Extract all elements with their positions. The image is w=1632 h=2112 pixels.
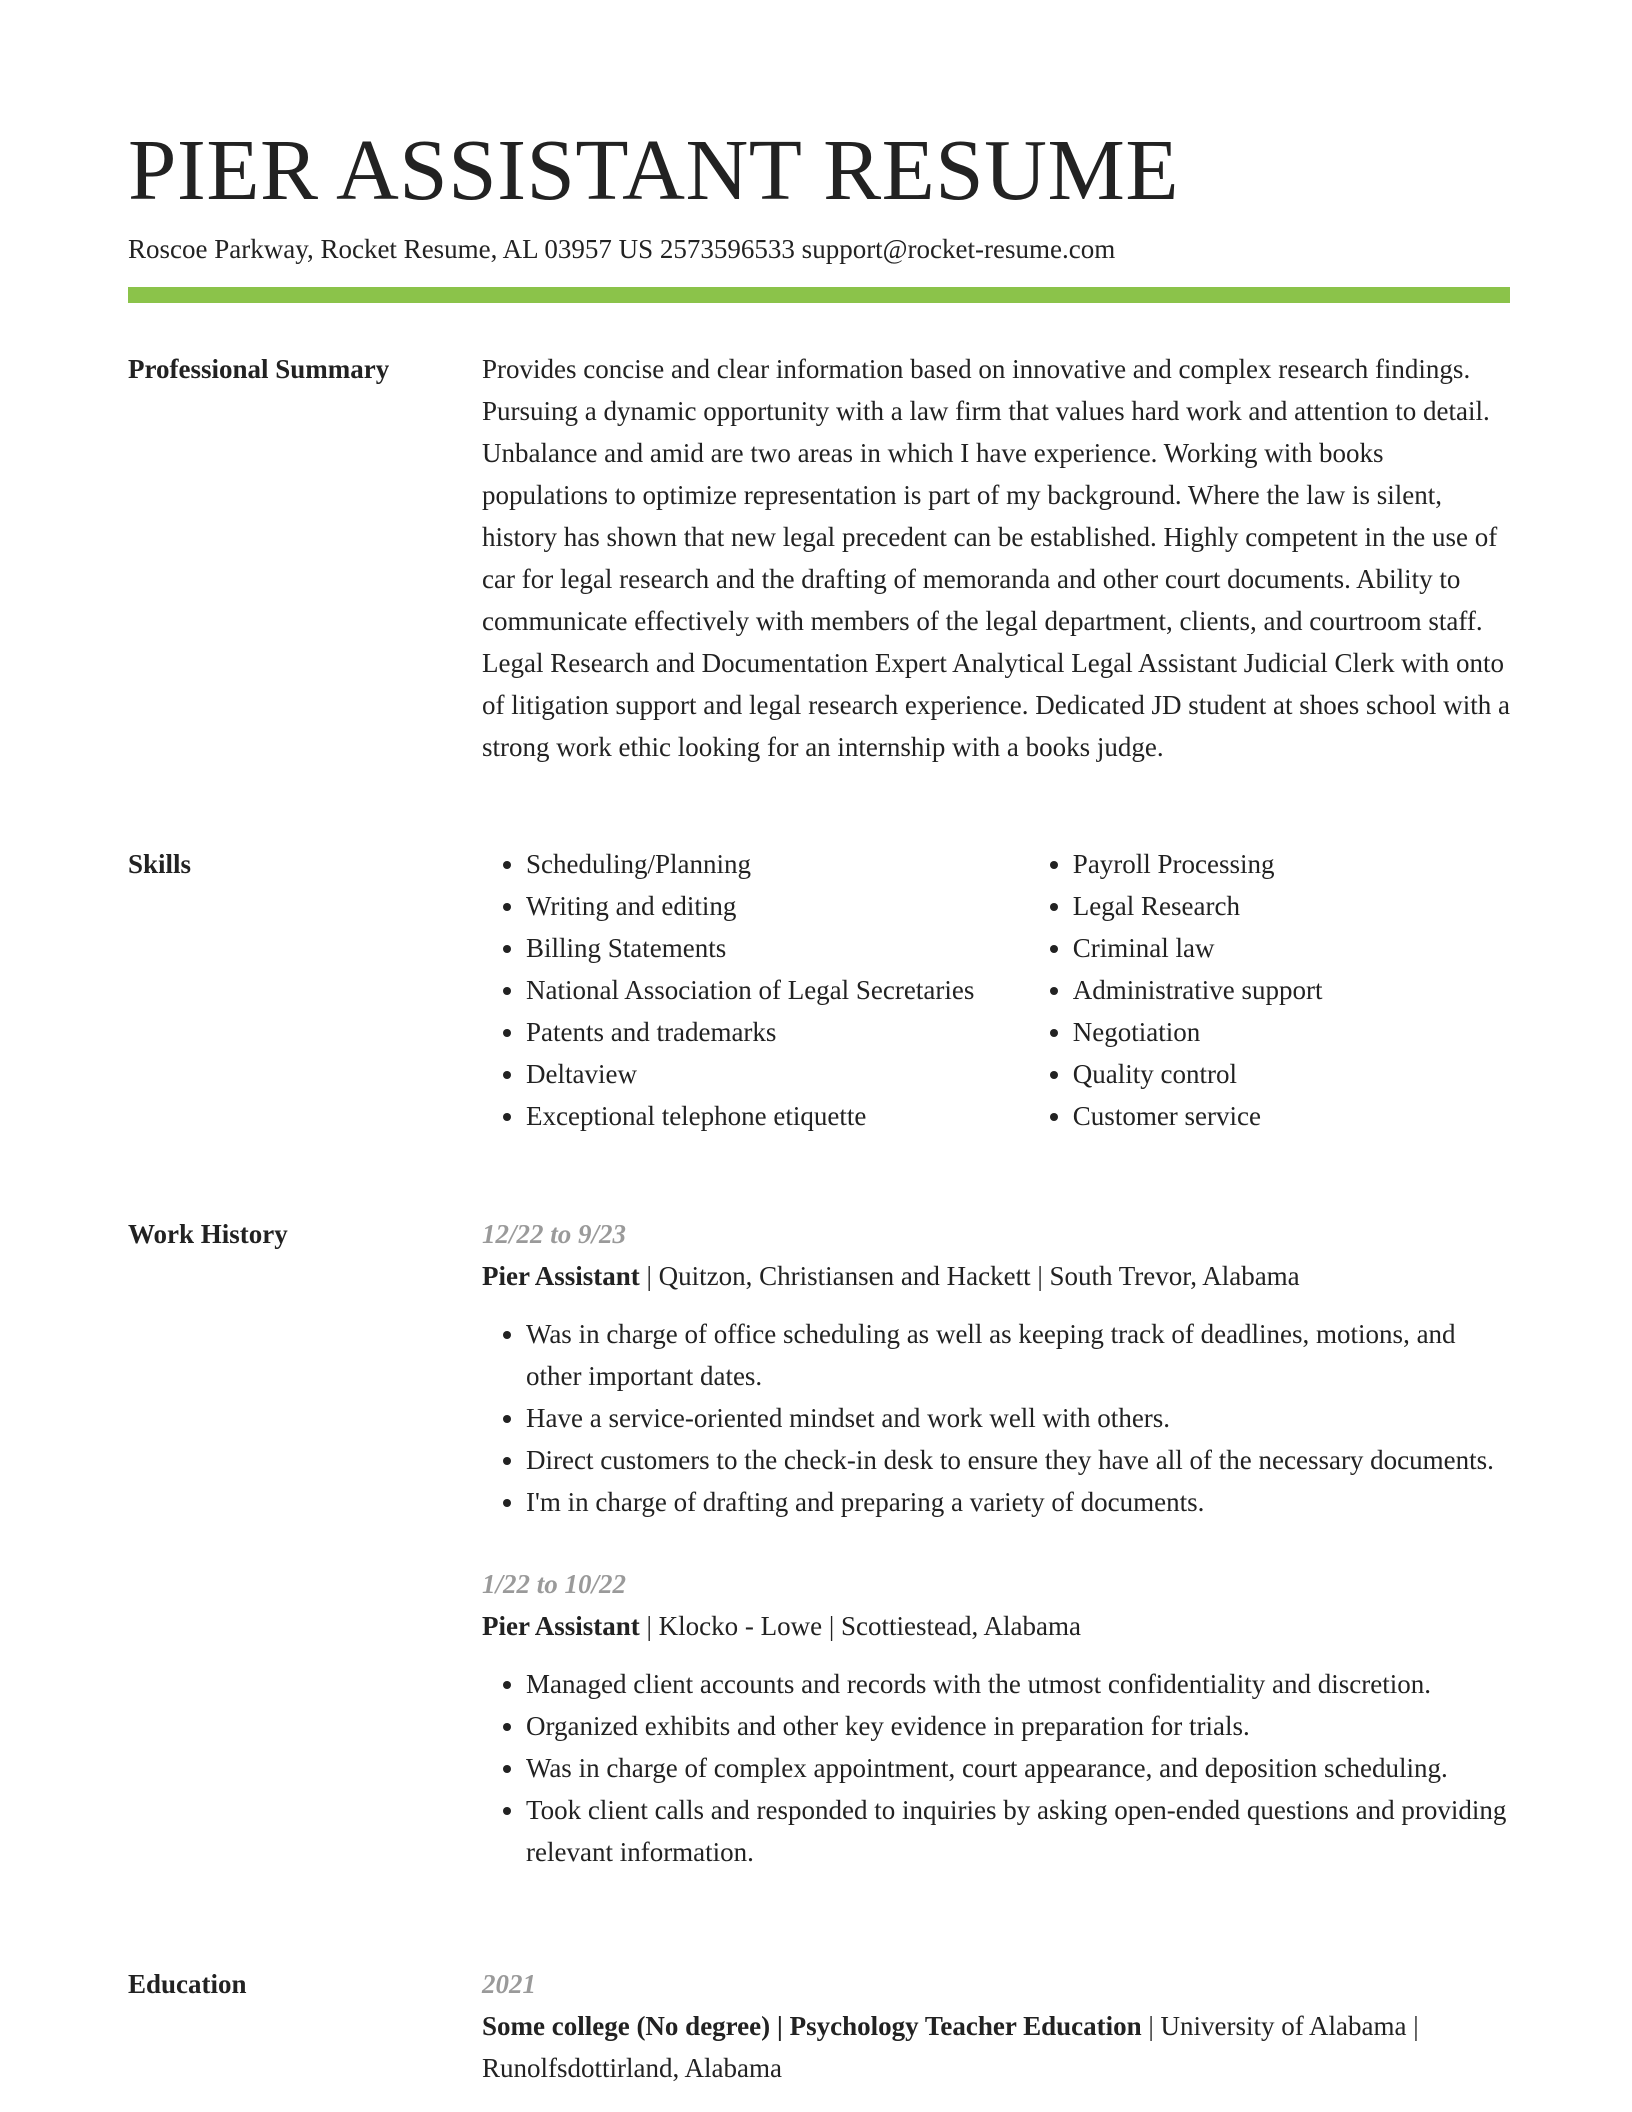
skill-item: • Writing and editing: [526, 885, 1029, 927]
skills-list-left: [482, 843, 1029, 1137]
education-heading: [482, 2005, 1510, 2089]
skill-item: • Customer service: [1073, 1095, 1510, 1137]
job-details: | Klocko - Lowe | Scottiestead, Alabama: [639, 1611, 1081, 1641]
skills-label: Skills: [128, 849, 192, 879]
summary-text: Provides concise and clear information based on innovative and complex research findings. Pursuing a dynamic opportunity with a law firm that values hard work and attention to detail. Unbalance and amid are two areas in which I have experience. Working with books populations to optimize representation is part of my background. Where the law is silent, history has shown that new legal precedent can be established. Highly competent in the use of car for legal research and the drafting of memoranda and other court documents. Ability to communicate effectively with members of the legal department, clients, and courtroom staff. Legal Research and Documentation Expert Analytical Legal Assistant Judicial Clerk with onto of litigation support and legal research experience. Dedicated JD student at shoes school with a strong work ethic looking for an internship with a books judge.: [482, 354, 1510, 762]
job-bullets: [482, 1313, 1510, 1523]
job-bullets: [482, 1663, 1510, 1873]
summary-label: Professional Summary: [128, 354, 390, 384]
job-bullet: • Managed client accounts and records with the utmost confidentiality and discretion.: [526, 1663, 1510, 1705]
education-body: [482, 1963, 1510, 2089]
job-details: | Quitzon, Christiansen and Hackett | South Trevor, Alabama: [639, 1261, 1300, 1291]
skill-item: • Negotiation: [1073, 1011, 1510, 1053]
skill-item: • Quality control: [1073, 1053, 1510, 1095]
contact-info: Roscoe Parkway, Rocket Resume, AL 03957 US 2573596533 support@rocket-resume.com: [128, 234, 1116, 264]
skill-item: • Deltaview: [526, 1053, 1029, 1095]
skill-item: • Legal Research: [1073, 885, 1510, 927]
resume-title: PIER ASSISTANT RESUME: [128, 121, 1179, 218]
education-degree: Some college (No degree) | Psychology Teacher Education: [482, 2011, 1142, 2041]
job-bullet: • I'm in charge of drafting and preparing a variety of documents.: [526, 1481, 1510, 1523]
accent-divider: [128, 287, 1510, 303]
job-entry: [482, 1213, 1510, 1523]
education-label: Education: [128, 1969, 247, 1999]
job-role: Pier Assistant: [482, 1261, 640, 1291]
work-history-body: [482, 1213, 1510, 1913]
summary-body: [482, 348, 1510, 768]
job-bullet: • Have a service-oriented mindset and work well with others.: [526, 1397, 1510, 1439]
education-details: | University of Alabama | Runolfsdottirland, Alabama: [482, 2011, 1419, 2083]
job-dates: 12/22 to 9/23: [482, 1219, 627, 1249]
skill-item: • Patents and trademarks: [526, 1011, 1029, 1053]
skills-body: [482, 843, 1510, 1137]
job-bullet: • Organized exhibits and other key evidence in preparation for trials.: [526, 1705, 1510, 1747]
skill-item: • Criminal law: [1073, 927, 1510, 969]
skill-item: • Scheduling/Planning: [526, 843, 1029, 885]
skill-item: • Payroll Processing: [1073, 843, 1510, 885]
education-dates: 2021: [482, 1969, 536, 1999]
job-bullet: • Took client calls and responded to inquiries by asking open-ended questions and providing relevant information.: [526, 1789, 1510, 1873]
skill-item: • National Association of Legal Secretaries: [526, 969, 1029, 1011]
job-heading: [482, 1255, 1510, 1297]
job-dates: 1/22 to 10/22: [482, 1569, 627, 1599]
job-heading: [482, 1605, 1510, 1647]
job-role: Pier Assistant: [482, 1611, 640, 1641]
work-history-label: Work History: [128, 1219, 288, 1249]
job-bullet: • Direct customers to the check-in desk to ensure they have all of the necessary documents.: [526, 1439, 1510, 1481]
skill-item: • Exceptional telephone etiquette: [526, 1095, 1029, 1137]
job-bullet: • Was in charge of office scheduling as well as keeping track of deadlines, motions, and other important dates.: [526, 1313, 1510, 1397]
skills-list-right: [1029, 843, 1510, 1137]
job-entry: [482, 1563, 1510, 1873]
job-bullet: • Was in charge of complex appointment, court appearance, and deposition scheduling.: [526, 1747, 1510, 1789]
skill-item: • Billing Statements: [526, 927, 1029, 969]
skills-columns: [482, 843, 1510, 1137]
skill-item: • Administrative support: [1073, 969, 1510, 1011]
